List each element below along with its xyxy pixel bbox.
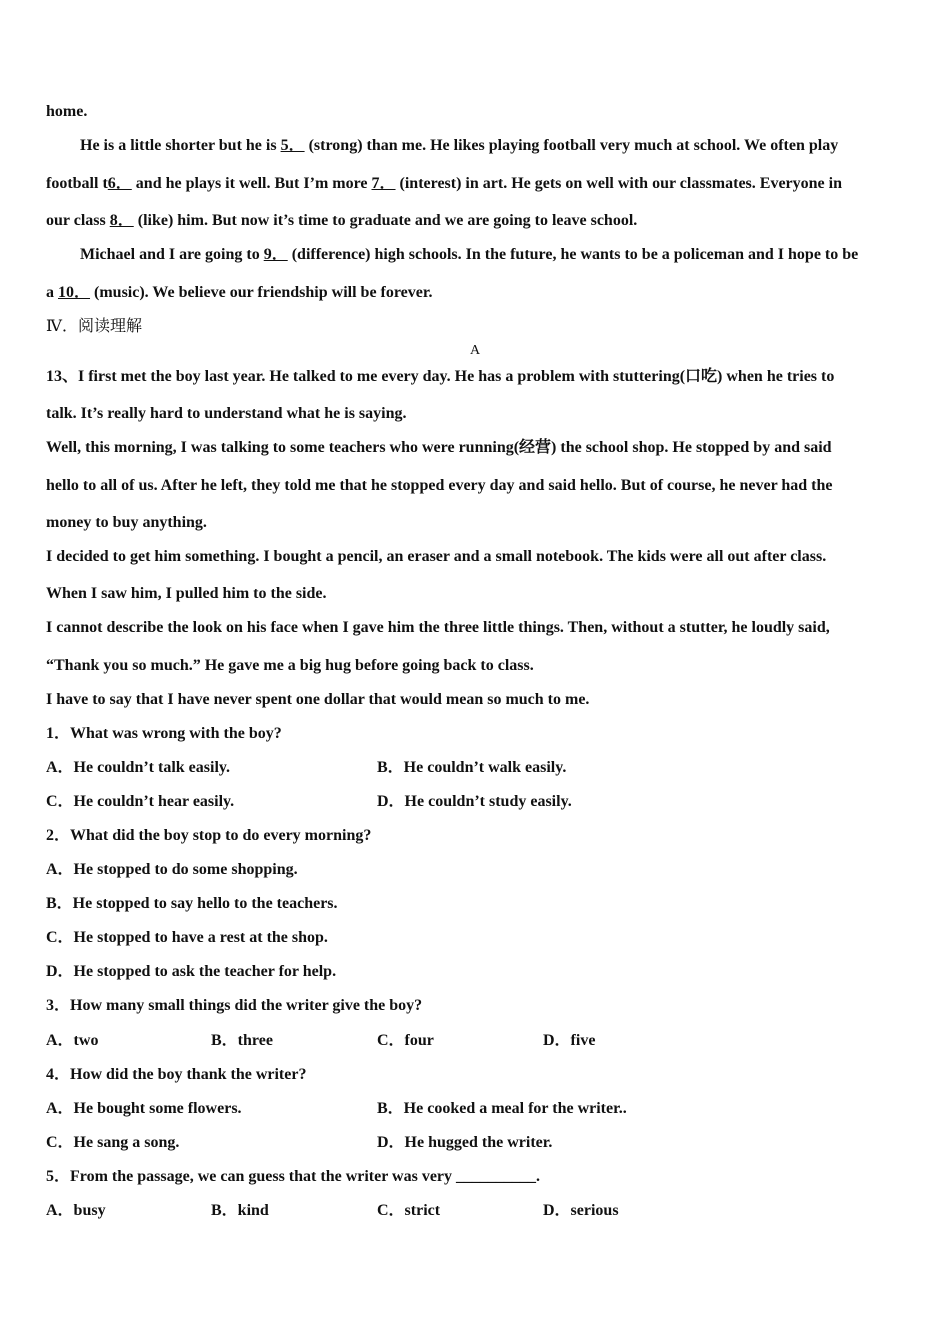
option-b: B．kind [211, 1202, 269, 1219]
option-b: B．He cooked a meal for the writer.. [377, 1100, 627, 1117]
option-d: D．He stopped to ask the teacher for help. [46, 963, 337, 980]
question-stem: 4．How did the boy thank the writer? [46, 1066, 307, 1083]
section-title: Ⅳ．阅读理解 [46, 318, 142, 335]
question-stem: 5．From the passage, we can guess that the writer was very __________. [46, 1168, 541, 1185]
text: football t [46, 175, 108, 192]
option-d: D．He hugged the writer. [377, 1134, 553, 1151]
passage-line: hello to all of us. After he left, they told me that he stopped every day and said hello. But of course, he never had the [46, 477, 833, 494]
cloze-line [46, 102, 87, 122]
option-a: A．He bought some flowers. [46, 1100, 242, 1117]
option-c: C．four [377, 1032, 434, 1049]
option-c: C．strict [377, 1202, 441, 1219]
question-stem: 2．What did the boy stop to do every morning? [46, 827, 372, 844]
text: He is a little shorter but he is [80, 137, 281, 154]
passage-line: “Thank you so much.” He gave me a big hug before going back to class. [46, 657, 534, 674]
passage-line: 13、I first met the boy last year. He talked to me every day. He has a problem with stuttering(口吃) when he tries to [46, 368, 835, 385]
option-b: B．He stopped to say hello to the teachers. [46, 895, 338, 912]
option-b: B．three [211, 1032, 273, 1049]
question-stem: 3．How many small things did the writer give the boy? [46, 997, 423, 1014]
option-c: C．He stopped to have a rest at the shop. [46, 929, 328, 946]
passage-line: When I saw him, I pulled him to the side. [46, 585, 327, 602]
cloze-line [80, 245, 858, 265]
text: (music). We believe our friendship will be forever. [90, 284, 433, 301]
option-d: D．serious [543, 1202, 619, 1219]
blank-8: 8． [109, 212, 134, 229]
cloze-line [46, 174, 842, 194]
passage-line: Well, this morning, I was talking to some teachers who were running(经营) the school shop. He stopped by and said [46, 439, 832, 456]
option-a: A．busy [46, 1202, 106, 1219]
option-a: A．He couldn’t talk easily. [46, 759, 231, 776]
option-d: D．He couldn’t study easily. [377, 793, 572, 810]
text: (like) him. But now it’s time to graduate and we are going to leave school. [133, 212, 638, 229]
option-c: C．He couldn’t hear easily. [46, 793, 235, 810]
option-d: D．five [543, 1032, 596, 1049]
passage-line: I have to say that I have never spent one dollar that would mean so much to me. [46, 691, 590, 708]
option-b: B．He couldn’t walk easily. [377, 759, 567, 776]
question-stem: 1．What was wrong with the boy? [46, 725, 282, 742]
blank-6: 6． [107, 175, 132, 192]
blank-9: 9． [263, 246, 288, 263]
text: our class [46, 212, 110, 229]
blank-5: 5． [280, 137, 305, 154]
cloze-line [80, 136, 838, 156]
text: a [46, 284, 58, 301]
option-a: A．He stopped to do some shopping. [46, 861, 298, 878]
text: (difference) high schools. In the future, he wants to be a policeman and I hope to be [287, 246, 859, 263]
passage-line: I cannot describe the look on his face when I gave him the three little things. Then, without a stutter, he loudly said, [46, 619, 830, 636]
text: and he plays it well. But I’m more [131, 175, 372, 192]
blank-7: 7． [371, 175, 396, 192]
text: Michael and I are going to [80, 246, 264, 263]
cloze-line [46, 211, 637, 231]
blank-10: 10． [58, 284, 91, 301]
passage-line: I decided to get him something. I bought a pencil, an eraser and a small notebook. The kids were all out after class. [46, 548, 827, 565]
passage-line: money to buy anything. [46, 514, 207, 531]
text: (strong) than me. He likes playing football very much at school. We often play [304, 137, 839, 154]
text: (interest) in art. He gets on well with our classmates. Everyone in [395, 175, 842, 192]
passage-line: talk. It’s really hard to understand what he is saying. [46, 405, 407, 422]
option-a: A．two [46, 1032, 99, 1049]
text: home. [46, 103, 88, 120]
part-label: A [469, 343, 481, 358]
option-c: C．He sang a song. [46, 1134, 180, 1151]
cloze-line [46, 283, 433, 303]
